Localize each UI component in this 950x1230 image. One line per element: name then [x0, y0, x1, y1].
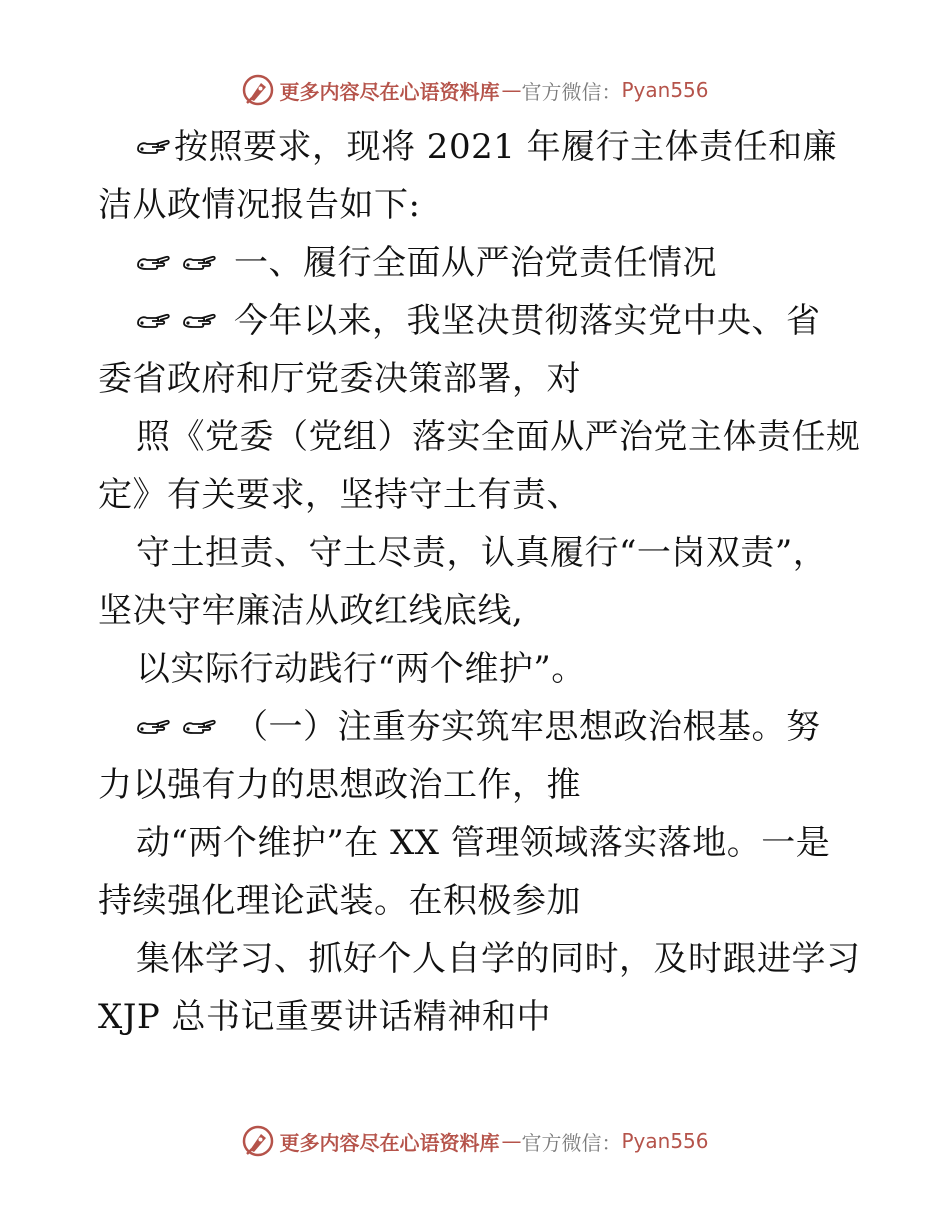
paragraph-line-5: 委省政府和厅党委决策部署，对 [98, 359, 581, 399]
paragraph-line-13: 动“两个维护”在 XX 管理领域落实落地。一是 [136, 823, 831, 863]
document-body [98, 118, 861, 1046]
banner-dash: — [501, 78, 520, 102]
banner-wechat-label: 官方微信 [521, 79, 602, 104]
footer-watermark-banner [0, 1121, 950, 1161]
banner-main-text: 更多内容尽在心语资料库 [279, 1130, 500, 1155]
paragraph-line-7: 定》有关要求，坚持守土有责、 [98, 475, 581, 515]
banner-wechat-id: Pyan556 [621, 1129, 709, 1153]
hand-pointer-icon [136, 717, 172, 737]
banner-wechat-id: Pyan556 [621, 78, 709, 102]
subheading-line: （一）注重夯实筑牢思想政治根基。努 [98, 698, 858, 756]
paragraph-line-16: XJP 总书记重要讲话精神和中 [98, 997, 552, 1037]
banner-main-text: 更多内容尽在心语资料库 [279, 79, 500, 104]
hand-pointer-icon [182, 717, 218, 737]
paragraph-line-6: 照《党委（党组）落实全面从严治党主体责任规 [136, 417, 861, 457]
hand-pointer-icon [136, 253, 172, 273]
pen-logo-icon [241, 1124, 275, 1158]
hand-pointer-icon [136, 311, 172, 331]
hand-pointer-icon [182, 311, 218, 331]
banner-colon: ： [601, 79, 622, 104]
paragraph-line-14: 持续强化理论武装。在积极参加 [98, 881, 581, 921]
paragraph-line-8: 守土担责、守土尽责，认真履行“一岗双责”， [136, 533, 828, 573]
paragraph-line-2: 洁从政情况报告如下: [98, 185, 421, 225]
header-watermark-banner [0, 70, 950, 110]
paragraph-line-10: 以实际行动践行“两个维护”。 [136, 649, 586, 689]
paragraph-line-1: 按照要求，现将 2021 年履行主体责任和廉 [98, 118, 858, 176]
banner-colon: ： [601, 1130, 622, 1155]
banner-dash: — [501, 1129, 520, 1153]
pen-logo-icon [241, 73, 275, 107]
banner-wechat-label: 官方微信 [521, 1130, 602, 1155]
paragraph-line-4: 今年以来，我坚决贯彻落实党中央、省 [98, 292, 858, 350]
paragraph-line-12: 力以强有力的思想政治工作，推 [98, 765, 581, 805]
hand-pointer-icon [182, 253, 218, 273]
hand-pointer-icon [136, 137, 172, 157]
heading-line: 一、履行全面从严治党责任情况 [98, 234, 858, 292]
paragraph-line-15: 集体学习、抓好个人自学的同时，及时跟进学习 [136, 939, 861, 979]
paragraph-line-9: 坚决守牢廉洁从政红线底线, [98, 591, 524, 631]
